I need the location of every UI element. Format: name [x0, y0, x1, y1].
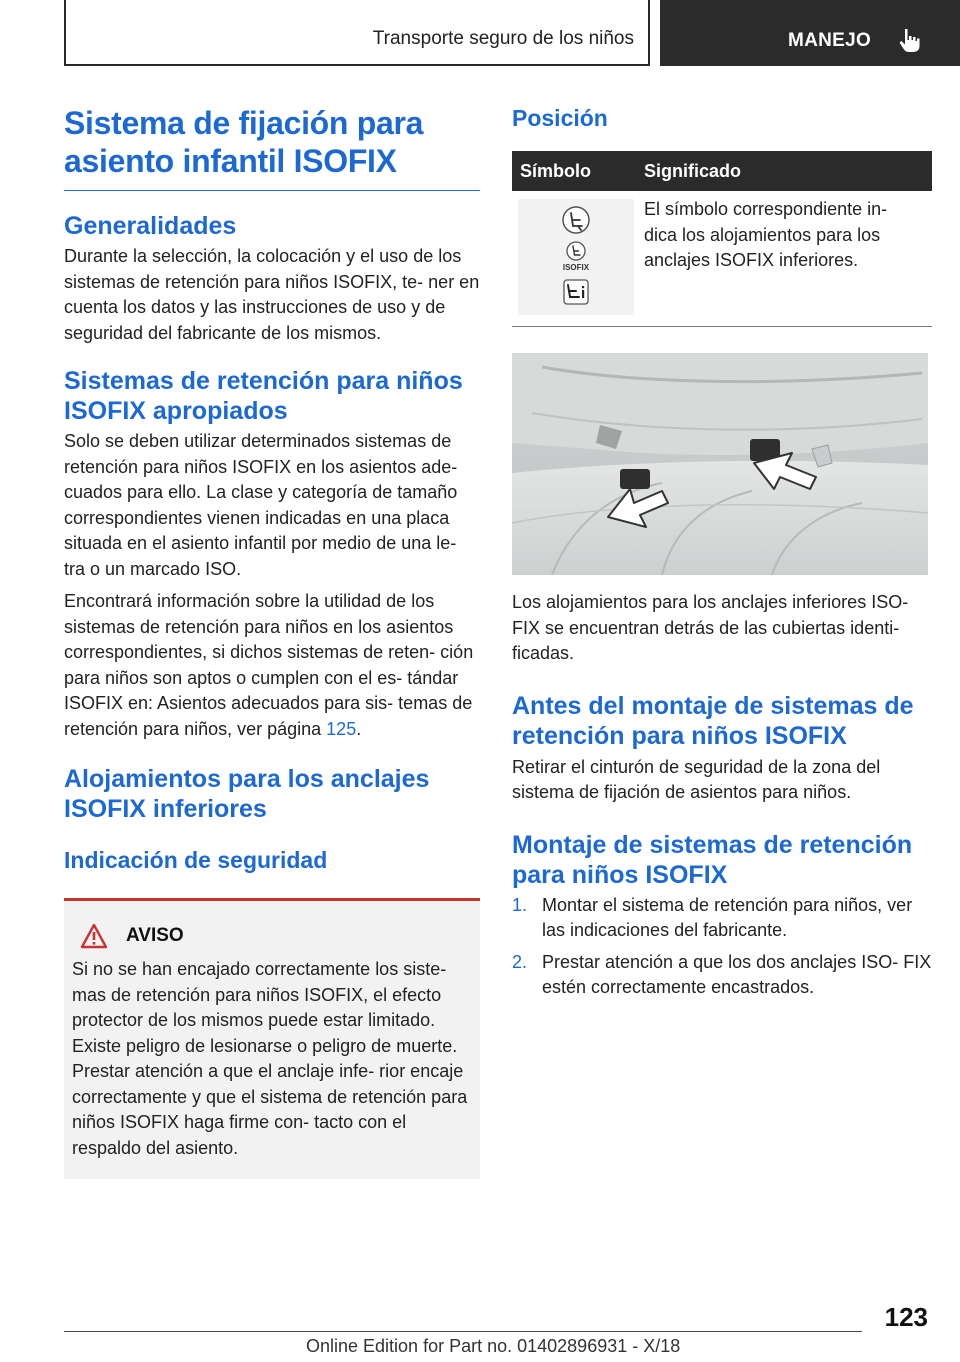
apropiados-text-2: [64, 589, 480, 742]
page-title: [64, 104, 480, 180]
list-item: [512, 893, 932, 944]
isofix-symbols-icon: [518, 199, 634, 315]
isofix-anchors-photo: [512, 353, 928, 575]
alojamientos-heading: Alojamientos para los anclajes ISOFIX inferiores: [64, 765, 430, 823]
apropiados-heading: Sistemas de retención para niños ISOFIX apropiados: [64, 367, 463, 425]
symbol-table-row: [512, 191, 932, 327]
antes-text: Retirar el cinturón de seguridad de la zona del sistema de fijación de asientos para niños.: [512, 756, 881, 802]
section-title: Transporte seguro de los niños: [372, 28, 634, 49]
col-meaning: Significado: [644, 160, 742, 181]
left-column: [64, 104, 480, 1179]
header-frame: [64, 0, 650, 66]
chapter-tab[interactable]: [660, 0, 960, 66]
isofix-symbol-box: [518, 199, 634, 315]
warning-header: [72, 923, 472, 949]
photo-caption: Los alojamientos para los anclajes inferiores ISO‐ FIX se encuentran detrás de las cubiertas identi‐ ficadas.: [512, 592, 909, 663]
col-symbol: Símbolo: [520, 160, 591, 181]
apropiados-text-1: Solo se deben utilizar determinados sistemas de retención para niños ISOFIX en los asientos ade‐ cuados para ello. La clase y categoría de tamaño correspondientes vienen indicadas en una placa situada en el asiento infantil por medio de una le‐ tra o un marcado ISO.: [64, 431, 458, 579]
warning-text: Si no se han encajado correctamente los siste‐ mas de retención para niños ISOFIX, el efecto protector de los mismos puede estar limitado. Existe peligro de lesionarse o peligro de muerte. Prestar atención a que el anclaje infe‐ rior encaje correctamente y que el sistema de retención para niños ISOFIX haga firme con‐ tacto con el respaldo del asiento.: [72, 959, 468, 1158]
step-number: 2.: [512, 951, 528, 972]
footer-edition: Online Edition for Part no. 01402896931 - X/18: [306, 1336, 681, 1356]
antes-heading: Antes del montaje de sistemas de retención para niños ISOFIX: [512, 691, 914, 750]
page-title-line1: Sistema de fijación para: [64, 105, 424, 141]
apropiados-text-2-end: .: [356, 718, 362, 739]
apropiados-text-2-body: Encontrará información sobre la utilidad de los sistemas de retención para niños en los asientos correspondientes, si dichos sistemas de reten‐ ción para niños son aptos o cumplen con el es‐ tándar ISOFIX en: Asientos adecuados para sis‐ temas de retención para niños, ver página: [64, 591, 474, 739]
seguridad-heading: Indicación de seguridad: [64, 847, 328, 873]
page-number: 123: [884, 1302, 928, 1332]
list-item: [512, 950, 932, 1001]
montaje-heading: Montaje de sistemas de retención para niños ISOFIX: [512, 830, 913, 889]
step-text: Prestar atención a que los dos anclajes ISO‐ FIX estén correctamente encastrados.: [542, 951, 932, 997]
symbol-table-header: [512, 151, 932, 191]
isofix-symbol-label: ISOFIX: [562, 263, 590, 272]
warning-box: [64, 898, 480, 1179]
step-text: Montar el sistema de retención para niños, ver las indicaciones del fabricante.: [542, 894, 913, 940]
warning-label: AVISO: [126, 925, 184, 946]
page-link-125[interactable]: 125: [326, 718, 357, 739]
footer-divider: [64, 1331, 862, 1332]
warning-triangle-icon: [80, 923, 108, 949]
step-number: 1.: [512, 894, 528, 915]
chapter-tab-label: MANEJO: [788, 30, 872, 51]
posicion-heading: Posición: [512, 105, 608, 131]
right-column: [512, 104, 932, 1001]
generalidades-text: Durante la selección, la colocación y el uso de los sistemas de retención para niños ISOFIX, te‐ ner en cuenta los datos y las instrucciones de uso y de seguridad del fabricante de los mismos.: [64, 246, 480, 343]
symbol-meaning-text: El símbolo correspondiente in‐ dica los alojamientos para los anclajes ISOFIX inferiores.: [644, 199, 888, 270]
title-divider: [64, 190, 480, 191]
page-title-line2: asiento infantil ISOFIX: [64, 143, 397, 179]
generalidades-heading: Generalidades: [64, 212, 237, 240]
hand-pointer-icon: [896, 26, 924, 54]
montaje-steps: [512, 893, 932, 1001]
symbol-table: [512, 151, 932, 327]
